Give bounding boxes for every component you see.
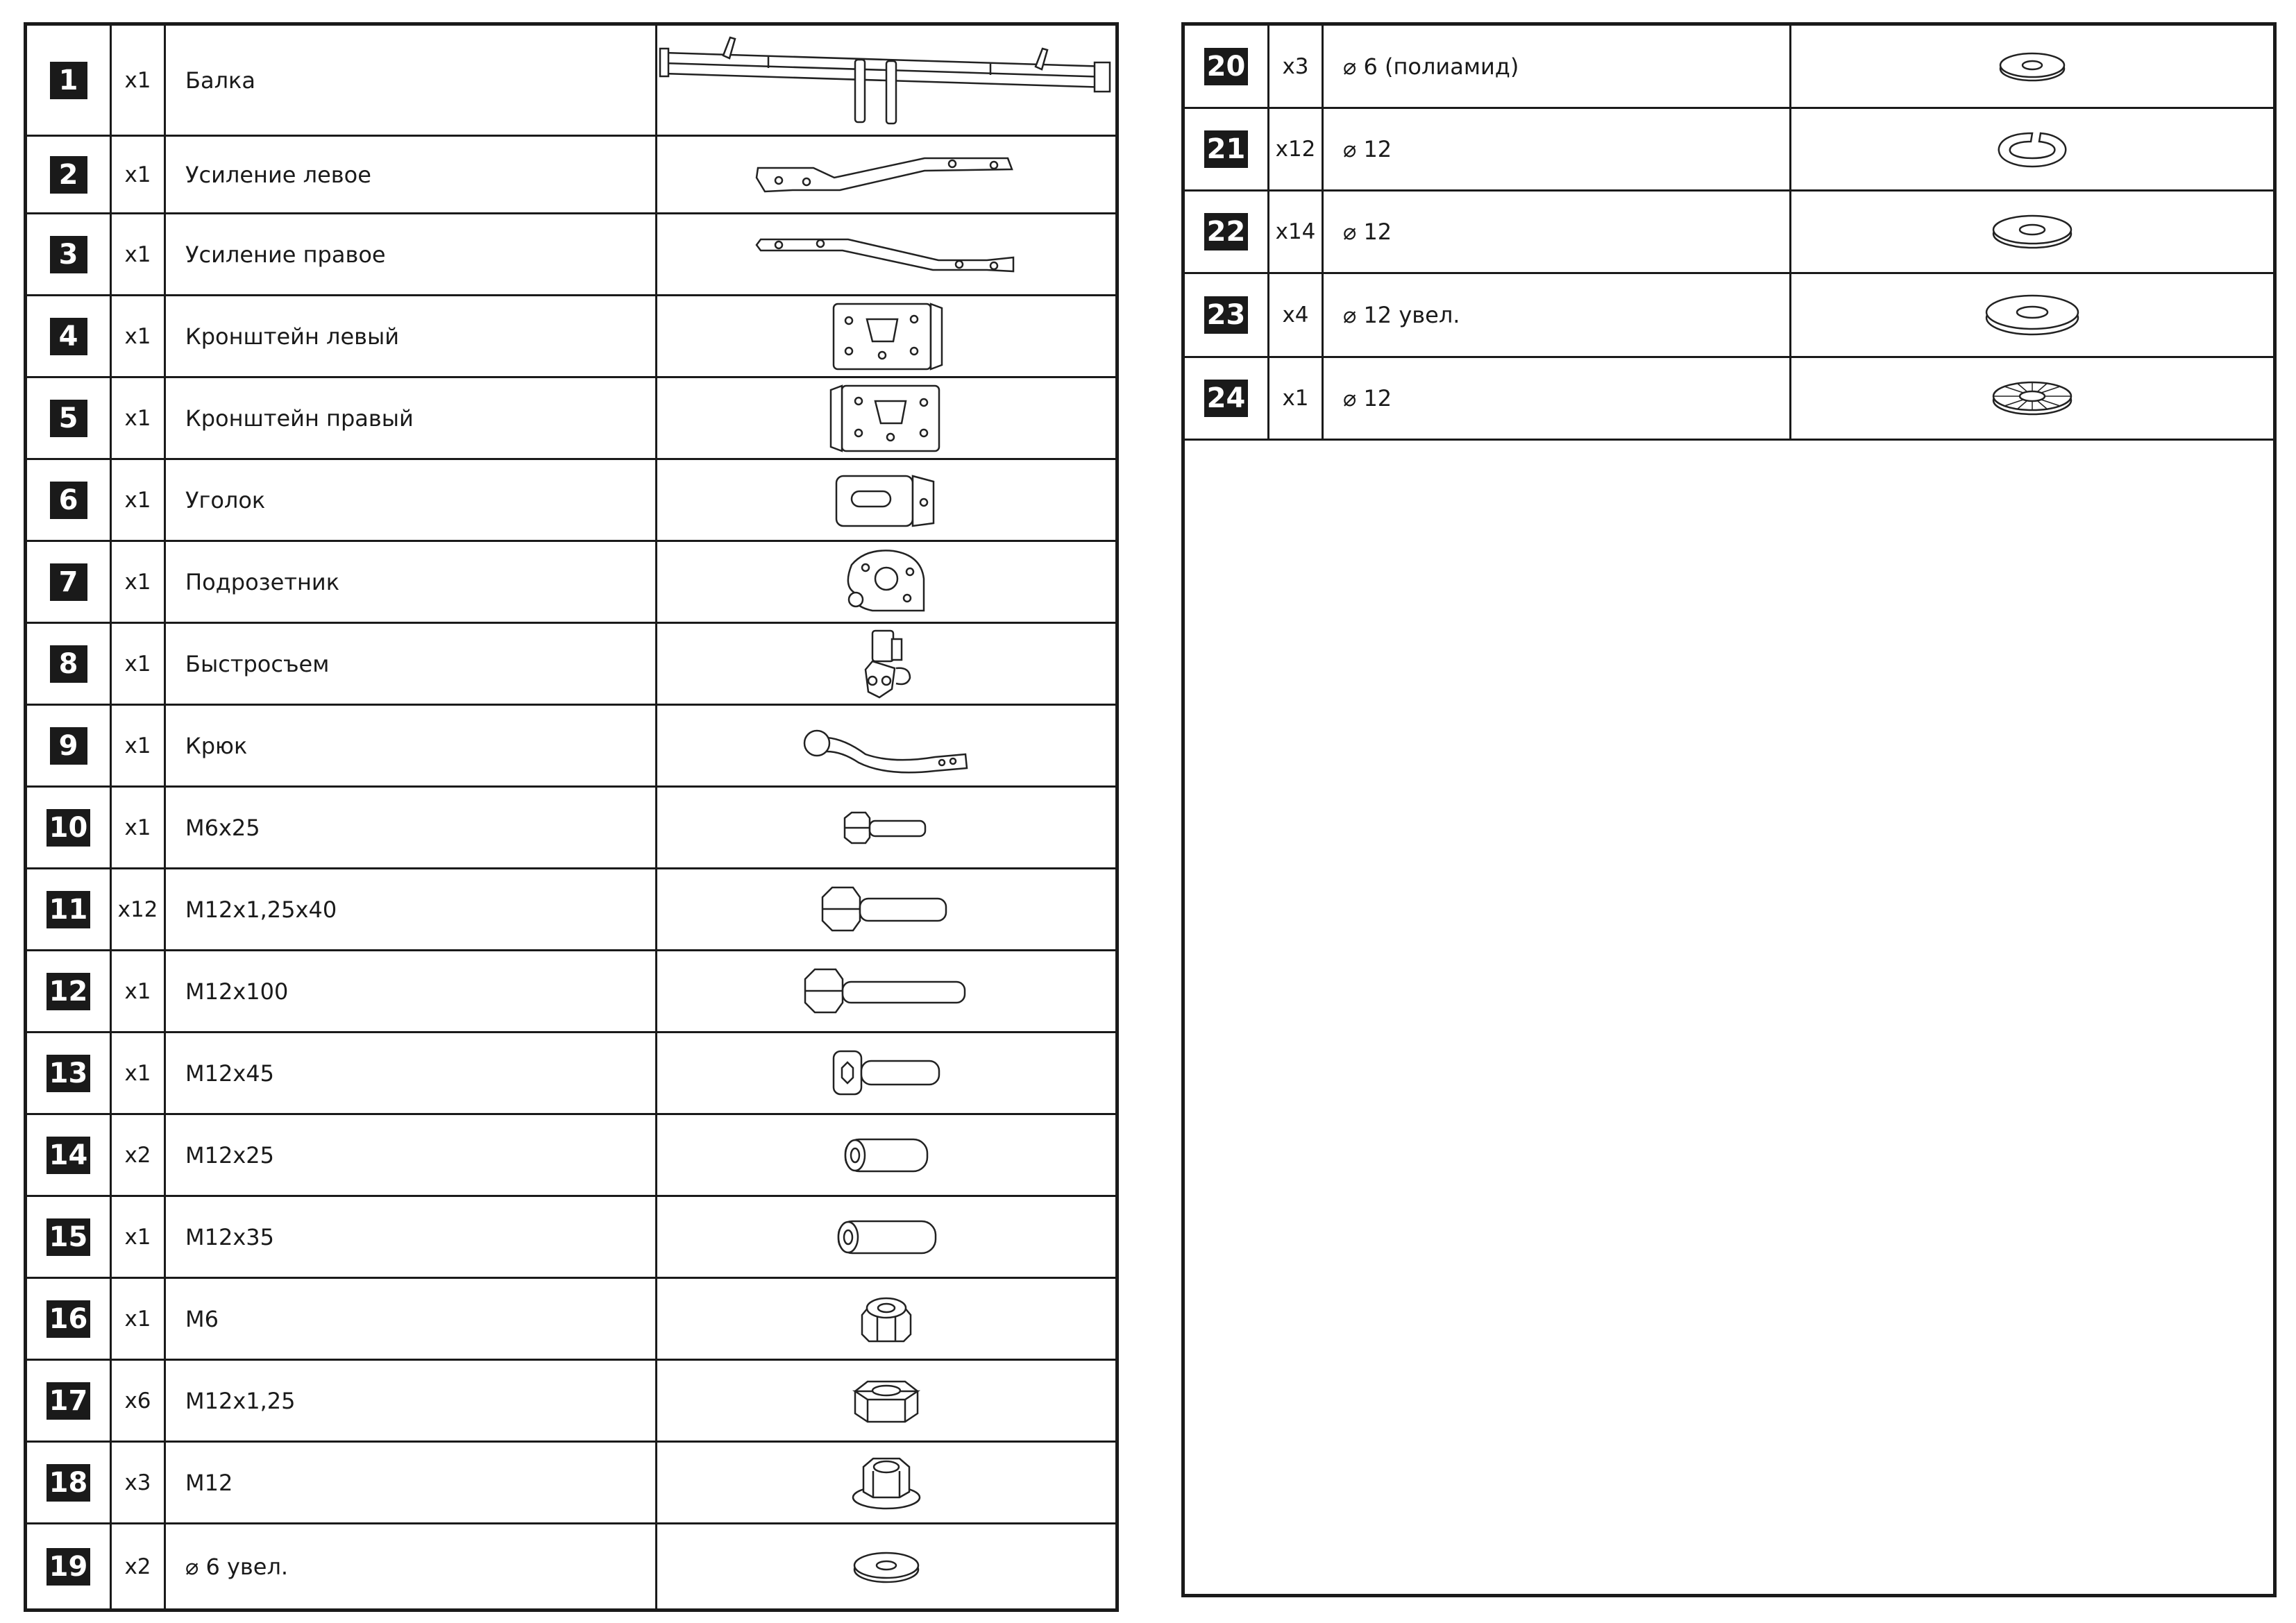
item-name: М12х25: [166, 1115, 657, 1195]
item-name: Кронштейн правый: [166, 378, 657, 458]
table-row: [27, 869, 1115, 951]
item-name: ⌀ 12 увел.: [1324, 274, 1791, 356]
serrated-washer-icon: [1987, 374, 2077, 423]
item-name: Усиление правое: [166, 214, 657, 294]
bolt-small-icon: [838, 807, 935, 849]
item-quantity: x1: [112, 460, 166, 540]
item-name: М6х25: [166, 788, 657, 867]
item-name: М12х45: [166, 1033, 657, 1113]
table-row: [27, 26, 1115, 137]
item-name: Быстросъем: [166, 624, 657, 704]
bolt-medium-icon: [817, 882, 956, 937]
lock-nut-icon: [855, 1291, 918, 1347]
item-quantity: x1: [112, 296, 166, 376]
item-quantity: x1: [112, 1033, 166, 1113]
item-name: М12х1,25: [166, 1361, 657, 1441]
table-row: [27, 1197, 1115, 1279]
socket-cap-screw-icon: [824, 1046, 949, 1101]
washer-small-icon: [848, 1546, 925, 1588]
item-name: Усиление левое: [166, 137, 657, 212]
table-row: [27, 137, 1115, 214]
tow-ball-hook-icon: [796, 718, 977, 774]
item-number-badge: 9: [50, 727, 87, 765]
item-name: Уголок: [166, 460, 657, 540]
table-row: [27, 1443, 1115, 1524]
item-number-badge: 22: [1204, 213, 1249, 250]
reinforcement-right-icon: [751, 227, 1022, 282]
item-number-badge: 23: [1204, 296, 1249, 334]
item-name: ⌀ 12: [1324, 358, 1791, 439]
item-name: М12х35: [166, 1197, 657, 1277]
item-number-badge: 12: [47, 973, 91, 1010]
item-quantity: x3: [1269, 26, 1324, 107]
item-number-badge: 16: [47, 1300, 91, 1338]
item-number-badge: 21: [1204, 130, 1249, 168]
large-washer-icon: [1980, 289, 2084, 341]
item-quantity: x4: [1269, 274, 1324, 356]
item-quantity: x1: [1269, 358, 1324, 439]
table-row: [27, 378, 1115, 460]
item-name: ⌀ 12: [1324, 192, 1791, 272]
angle-bracket-icon: [831, 469, 942, 532]
item-number-badge: 2: [50, 156, 87, 194]
item-quantity: x1: [112, 137, 166, 212]
item-quantity: x1: [112, 788, 166, 867]
item-quantity: x1: [112, 624, 166, 704]
item-quantity: x12: [1269, 109, 1324, 189]
table-row: [27, 214, 1115, 296]
item-number-badge: 14: [47, 1137, 91, 1174]
item-number-badge: 19: [47, 1548, 91, 1586]
table-row: [1185, 26, 2273, 109]
table-row: [27, 706, 1115, 788]
item-number-badge: 10: [47, 809, 91, 847]
item-number-badge: 5: [50, 400, 87, 437]
item-name: М6: [166, 1279, 657, 1359]
table-row: [27, 542, 1115, 624]
spacer-short-icon: [834, 1131, 938, 1180]
item-name: М12х1,25х40: [166, 869, 657, 949]
item-name: Кронштейн левый: [166, 296, 657, 376]
item-number-badge: 18: [47, 1464, 91, 1502]
item-name: ⌀ 6 увел.: [166, 1524, 657, 1608]
bracket-right-icon: [824, 380, 949, 457]
item-name: М12: [166, 1443, 657, 1522]
table-row: [27, 1279, 1115, 1361]
table-row: [27, 1361, 1115, 1443]
item-quantity: x1: [112, 378, 166, 458]
item-number-badge: 6: [50, 482, 87, 519]
item-quantity: x1: [112, 26, 166, 135]
item-number-badge: 1: [50, 62, 87, 99]
item-name: Крюк: [166, 706, 657, 785]
table-row: [1185, 192, 2273, 274]
item-name: М12х100: [166, 951, 657, 1031]
table-row: [27, 1524, 1115, 1608]
item-quantity: x1: [112, 542, 166, 622]
item-number-badge: 13: [47, 1055, 91, 1092]
table-row: [27, 788, 1115, 869]
item-quantity: x1: [112, 1279, 166, 1359]
flange-nut-icon: [848, 1452, 925, 1514]
quick-release-icon: [852, 625, 921, 703]
item-quantity: x12: [112, 869, 166, 949]
item-number-badge: 8: [50, 645, 87, 683]
item-quantity: x2: [112, 1524, 166, 1608]
item-name: Балка: [166, 26, 657, 135]
item-number-badge: 11: [47, 891, 91, 928]
item-quantity: x3: [112, 1443, 166, 1522]
table-row: [27, 296, 1115, 378]
item-number-badge: 3: [50, 236, 87, 273]
item-number-badge: 4: [50, 318, 87, 355]
item-quantity: x6: [112, 1361, 166, 1441]
flat-washer-icon: [1987, 209, 2077, 255]
parts-table-left: [24, 22, 1119, 1612]
item-quantity: x1: [112, 706, 166, 785]
table-row: [27, 951, 1115, 1033]
table-row: [27, 1033, 1115, 1115]
socket-plate-icon: [838, 544, 935, 620]
beam-icon: [657, 32, 1115, 129]
table-row: [1185, 274, 2273, 358]
table-row: [27, 460, 1115, 542]
parts-table-right: [1181, 22, 2277, 1597]
item-name: ⌀ 12: [1324, 109, 1791, 189]
bolt-long-icon: [800, 964, 973, 1019]
item-number-badge: 20: [1204, 48, 1249, 85]
item-number-badge: 24: [1204, 380, 1249, 417]
item-quantity: x1: [112, 951, 166, 1031]
table-row: [1185, 109, 2273, 192]
item-quantity: x1: [112, 1197, 166, 1277]
spring-washer-icon: [1991, 125, 2074, 173]
item-name: ⌀ 6 (полиамид): [1324, 26, 1791, 107]
hex-nut-icon: [848, 1373, 925, 1429]
table-row: [27, 1115, 1115, 1197]
reinforcement-left-icon: [751, 147, 1022, 203]
bracket-left-icon: [824, 298, 949, 375]
table-row: [1185, 358, 2273, 441]
item-name: Подрозетник: [166, 542, 657, 622]
item-number-badge: 17: [47, 1382, 91, 1420]
item-quantity: x2: [112, 1115, 166, 1195]
item-number-badge: 7: [50, 563, 87, 601]
item-quantity: x14: [1269, 192, 1324, 272]
spacer-long-icon: [827, 1213, 945, 1261]
item-quantity: x1: [112, 214, 166, 294]
polyamide-washer-icon: [1994, 46, 2070, 87]
table-row: [27, 624, 1115, 706]
item-number-badge: 15: [47, 1218, 91, 1256]
